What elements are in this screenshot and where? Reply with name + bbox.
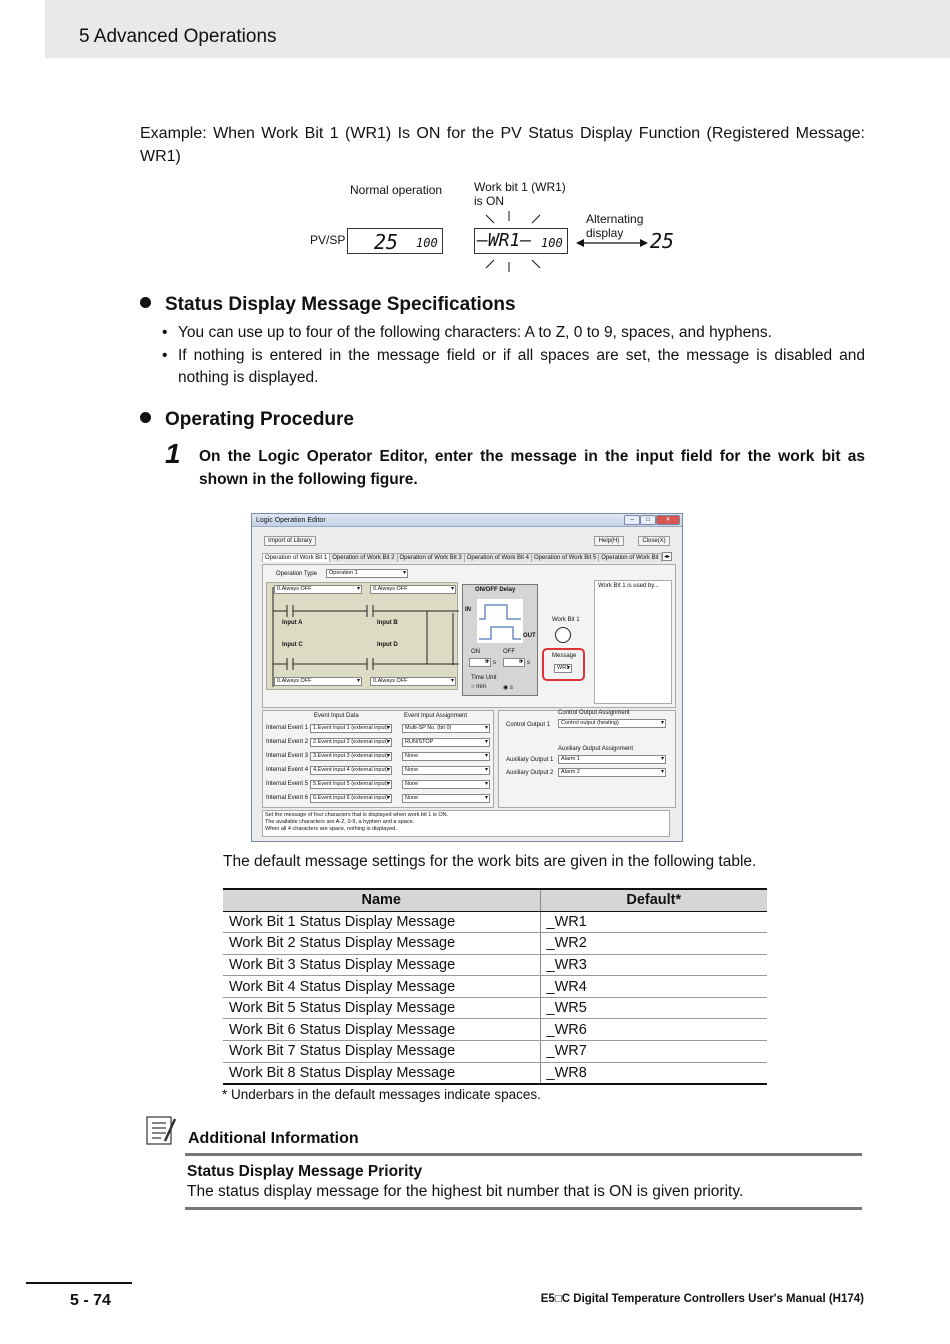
tab-work-bit-4[interactable]: Operation of Work Bit 4	[464, 553, 532, 562]
event-input-data-select[interactable]: 4.Event input 4 (external input) ▾	[310, 766, 392, 775]
row-default-cell: _WR5	[540, 997, 767, 1019]
workbit-on-label-2: is ON	[474, 194, 504, 208]
aux-output-assign-label: Auxiliary Output Assignment	[558, 746, 634, 752]
event-input-data-select[interactable]: 1.Event input 1 (external input) ▾	[310, 724, 392, 733]
message-label: Message	[552, 653, 577, 659]
input-a-select[interactable]: 0.Always OFF ▾	[274, 585, 362, 594]
row-default-cell: _WR4	[540, 976, 767, 998]
table-row	[223, 1062, 767, 1084]
event-input-assign-select[interactable]: None ▾	[402, 766, 490, 775]
internal-event-label: Internal Event 3	[266, 753, 309, 759]
procedure-heading-text: Operating Procedure	[165, 409, 354, 430]
used-by-panel	[594, 580, 672, 704]
row-name-cell: Work Bit 6 Status Display Message	[223, 1019, 540, 1041]
table-row	[223, 954, 767, 976]
page-number: 5 - 74	[70, 1292, 111, 1309]
work-bit-label: Work Bit 1	[552, 617, 580, 623]
table-row	[223, 1041, 767, 1063]
time-unit-min-radio[interactable]: ○ min	[471, 684, 486, 690]
event-input-assign-label: Event Input Assignment	[404, 713, 468, 719]
table-row	[223, 933, 767, 955]
additional-info-box	[185, 1153, 862, 1210]
input-d-label: Input D	[377, 642, 398, 648]
event-input-data-label: Event Input Data	[314, 713, 359, 719]
event-input-assign-select[interactable]: RUN/STOP ▾	[402, 738, 490, 747]
event-input-data-select[interactable]: 5.Event input 5 (external input) ▾	[310, 780, 392, 789]
s-label: s	[509, 685, 513, 691]
spec-heading-text: Status Display Message Specifications	[165, 294, 516, 315]
row-name-cell: Work Bit 8 Status Display Message	[223, 1062, 540, 1084]
table-caption: The default message settings for the work bits are given in the following table.	[223, 853, 757, 870]
help-text-box	[262, 810, 670, 837]
work-bit-coil-icon	[555, 627, 571, 643]
aux-output-1-select[interactable]: Alarm 1 ▾	[558, 755, 666, 764]
off-sec-unit: s	[527, 660, 530, 666]
row-name-cell: Work Bit 2 Status Display Message	[223, 933, 540, 955]
event-input-data-select[interactable]: 2.Event input 2 (external input) ▾	[310, 738, 392, 747]
window-titlebar	[252, 514, 682, 527]
lcd-workbit-sp: 100	[541, 236, 563, 250]
step-text: On the Logic Operator Editor, enter the message in the input field for the work bit as shown in the following figure.	[199, 448, 865, 488]
step-number: 1	[165, 438, 181, 469]
help-line-2: The available characters are A-Z, 0-9, a hyphen and a space.	[265, 819, 415, 825]
spec-heading	[140, 294, 516, 316]
row-name-cell: Work Bit 3 Status Display Message	[223, 954, 540, 976]
aux-output-1-label: Auxiliary Output 1	[506, 757, 554, 763]
workbit-tabs	[262, 553, 661, 563]
input-b-label: Input B	[377, 620, 398, 626]
alternating-label-2: display	[586, 226, 624, 240]
row-default-cell: _WR1	[540, 911, 767, 933]
input-b-select[interactable]: 0.Always OFF ▾	[370, 585, 456, 594]
time-unit-s-radio[interactable]: ◉ s	[503, 685, 513, 691]
procedure-heading	[140, 409, 354, 431]
manual-title: E5□C Digital Temperature Controllers User's Manual (H174)	[540, 1293, 864, 1305]
aux-output-2-label: Auxiliary Output 2	[506, 770, 554, 776]
section-title: 5 Advanced Operations	[79, 26, 277, 47]
minimize-button[interactable]: –	[624, 515, 640, 525]
help-line-3: When all 4 characters are space, nothing is displayed.	[265, 826, 397, 832]
flash-rays-icon	[470, 205, 580, 275]
help-line-1: Set the message of four characters that is displayed when work bit 1 is ON.	[265, 812, 449, 818]
table-row	[223, 976, 767, 998]
bullet-dot-icon	[140, 297, 151, 308]
timing-chart-icon	[477, 599, 523, 643]
on-delay-input[interactable]: 0 ▾	[469, 658, 491, 667]
event-input-assign-select[interactable]: Multi-SP No. (bit 0) ▾	[402, 724, 490, 733]
column-header-name: Name	[223, 889, 540, 911]
event-input-data-select[interactable]: 6.Event input 6 (external input) ▾	[310, 794, 392, 803]
row-name-cell: Work Bit 4 Status Display Message	[223, 976, 540, 998]
out-label: OUT	[523, 633, 536, 639]
control-output-1-label: Control Output 1	[506, 722, 551, 728]
min-label: min	[476, 684, 486, 690]
row-default-cell: _WR7	[540, 1041, 767, 1063]
ladder-diagram	[266, 582, 458, 690]
internal-event-label: Internal Event 1	[266, 725, 309, 731]
additional-info-title: Additional Information	[188, 1130, 359, 1147]
tab-work-bit-2[interactable]: Operation of Work Bit 2	[329, 553, 397, 562]
bullet-dot-icon	[140, 412, 151, 423]
table-row	[223, 997, 767, 1019]
row-default-cell: _WR2	[540, 933, 767, 955]
row-default-cell: _WR3	[540, 954, 767, 976]
spec-bullet-2: • If nothing is entered in the message field or if all spaces are set, the message is disabled and nothing is displayed.	[162, 345, 865, 390]
control-output-assign-label: Control Output Assignment	[558, 710, 630, 716]
row-name-cell: Work Bit 7 Status Display Message	[223, 1041, 540, 1063]
row-default-cell: _WR6	[540, 1019, 767, 1041]
used-by-label: Work Bit 1 is used by...	[598, 583, 659, 589]
row-name-cell: Work Bit 1 Status Display Message	[223, 911, 540, 933]
import-library-button[interactable]: Import of Library	[264, 536, 316, 546]
double-arrow-icon	[576, 236, 648, 250]
internal-event-label: Internal Event 2	[266, 739, 309, 745]
tab-work-bit-1[interactable]: Operation of Work Bit 1	[262, 553, 330, 562]
aux-output-2-select[interactable]: Alarm 2 ▾	[558, 768, 666, 777]
example-text: Example: When Work Bit 1 (WR1) Is ON for the PV Status Display Function (Registered Message: WR1)	[140, 125, 865, 165]
window-title: Logic Operation Editor	[256, 517, 326, 524]
input-a-label: Input A	[282, 620, 303, 626]
message-highlight	[542, 648, 585, 681]
table-row	[223, 1019, 767, 1041]
row-default-cell: _WR8	[540, 1062, 767, 1084]
onoff-delay-block	[462, 584, 538, 696]
default-messages-table	[223, 888, 767, 1085]
control-output-1-select[interactable]: Control output (heating) ▾	[558, 719, 666, 728]
spec-bullet-1: • You can use up to four of the following characters: A to Z, 0 to 9, spaces, and hyphens.	[162, 322, 865, 345]
lcd-normal-pv: 25	[374, 230, 399, 254]
tab-work-bit-6[interactable]: Operation of Work Bit	[598, 553, 661, 562]
event-input-assign-select[interactable]: None ▾	[402, 794, 490, 803]
pvsp-label: PV/SP	[310, 233, 346, 247]
operation-type-label: Operation Type	[276, 571, 317, 577]
maximize-button[interactable]: □	[640, 515, 656, 525]
additional-info-icon	[145, 1113, 179, 1147]
event-input-data-select[interactable]: 3.Event input 3 (external input) ▾	[310, 752, 392, 761]
table-footnote: * Underbars in the default messages indicate spaces.	[222, 1087, 541, 1102]
event-input-assign-select[interactable]: None ▾	[402, 752, 490, 761]
lcd-normal-sp: 100	[416, 236, 438, 250]
operation-type-select[interactable]: Operation 1 ▾	[326, 569, 408, 578]
help-button[interactable]: Help(H)	[594, 536, 624, 546]
internal-event-label: Internal Event 4	[266, 767, 309, 773]
on-sec-unit: s	[493, 660, 496, 666]
on-label: ON	[471, 649, 480, 655]
close-button[interactable]: Close(X)	[638, 536, 670, 546]
in-label: IN	[465, 607, 471, 613]
input-c-label: Input C	[282, 642, 303, 648]
message-input[interactable]: WR1 ▾	[554, 664, 572, 673]
additional-info-body: The status display message for the highest bit number that is ON is given priority.	[187, 1183, 744, 1200]
internal-event-label: Internal Event 5	[266, 781, 309, 787]
page-header	[45, 0, 950, 58]
lcd-alternate-pv: 25	[650, 229, 675, 253]
input-c-select[interactable]: 0.Always OFF ▾	[274, 677, 362, 686]
tab-scroll-arrows[interactable]: ◂▸	[664, 554, 671, 560]
window-close-button[interactable]: ✕	[656, 515, 680, 525]
table-row	[223, 911, 767, 933]
normal-operation-label: Normal operation	[350, 183, 443, 197]
lcd-normal	[347, 228, 443, 254]
additional-info-subtitle: Status Display Message Priority	[187, 1163, 423, 1180]
workbit-on-label: Work bit 1 (WR1)	[474, 180, 566, 194]
off-label: OFF	[503, 649, 515, 655]
column-header-default: Default*	[540, 889, 767, 911]
row-name-cell: Work Bit 5 Status Display Message	[223, 997, 540, 1019]
lcd-workbit-message: –WR1–	[477, 230, 532, 251]
tab-work-bit-5[interactable]: Operation of Work Bit 5	[531, 553, 599, 562]
spec-bullets	[162, 322, 865, 390]
input-d-select[interactable]: 0.Always OFF ▾	[370, 677, 456, 686]
ladder-lines	[267, 583, 459, 691]
internal-event-label: Internal Event 6	[266, 795, 309, 801]
off-delay-input[interactable]: 0 ▾	[503, 658, 525, 667]
event-input-assign-select[interactable]: None ▾	[402, 780, 490, 789]
logic-operation-editor-window	[251, 513, 683, 842]
alternating-label: Alternating	[586, 212, 644, 226]
onoff-delay-title: ON/OFF Delay	[475, 587, 516, 593]
tab-work-bit-3[interactable]: Operation of Work Bit 3	[397, 553, 465, 562]
time-unit-label: Time Unit	[471, 675, 497, 681]
footer-rule	[26, 1282, 132, 1284]
